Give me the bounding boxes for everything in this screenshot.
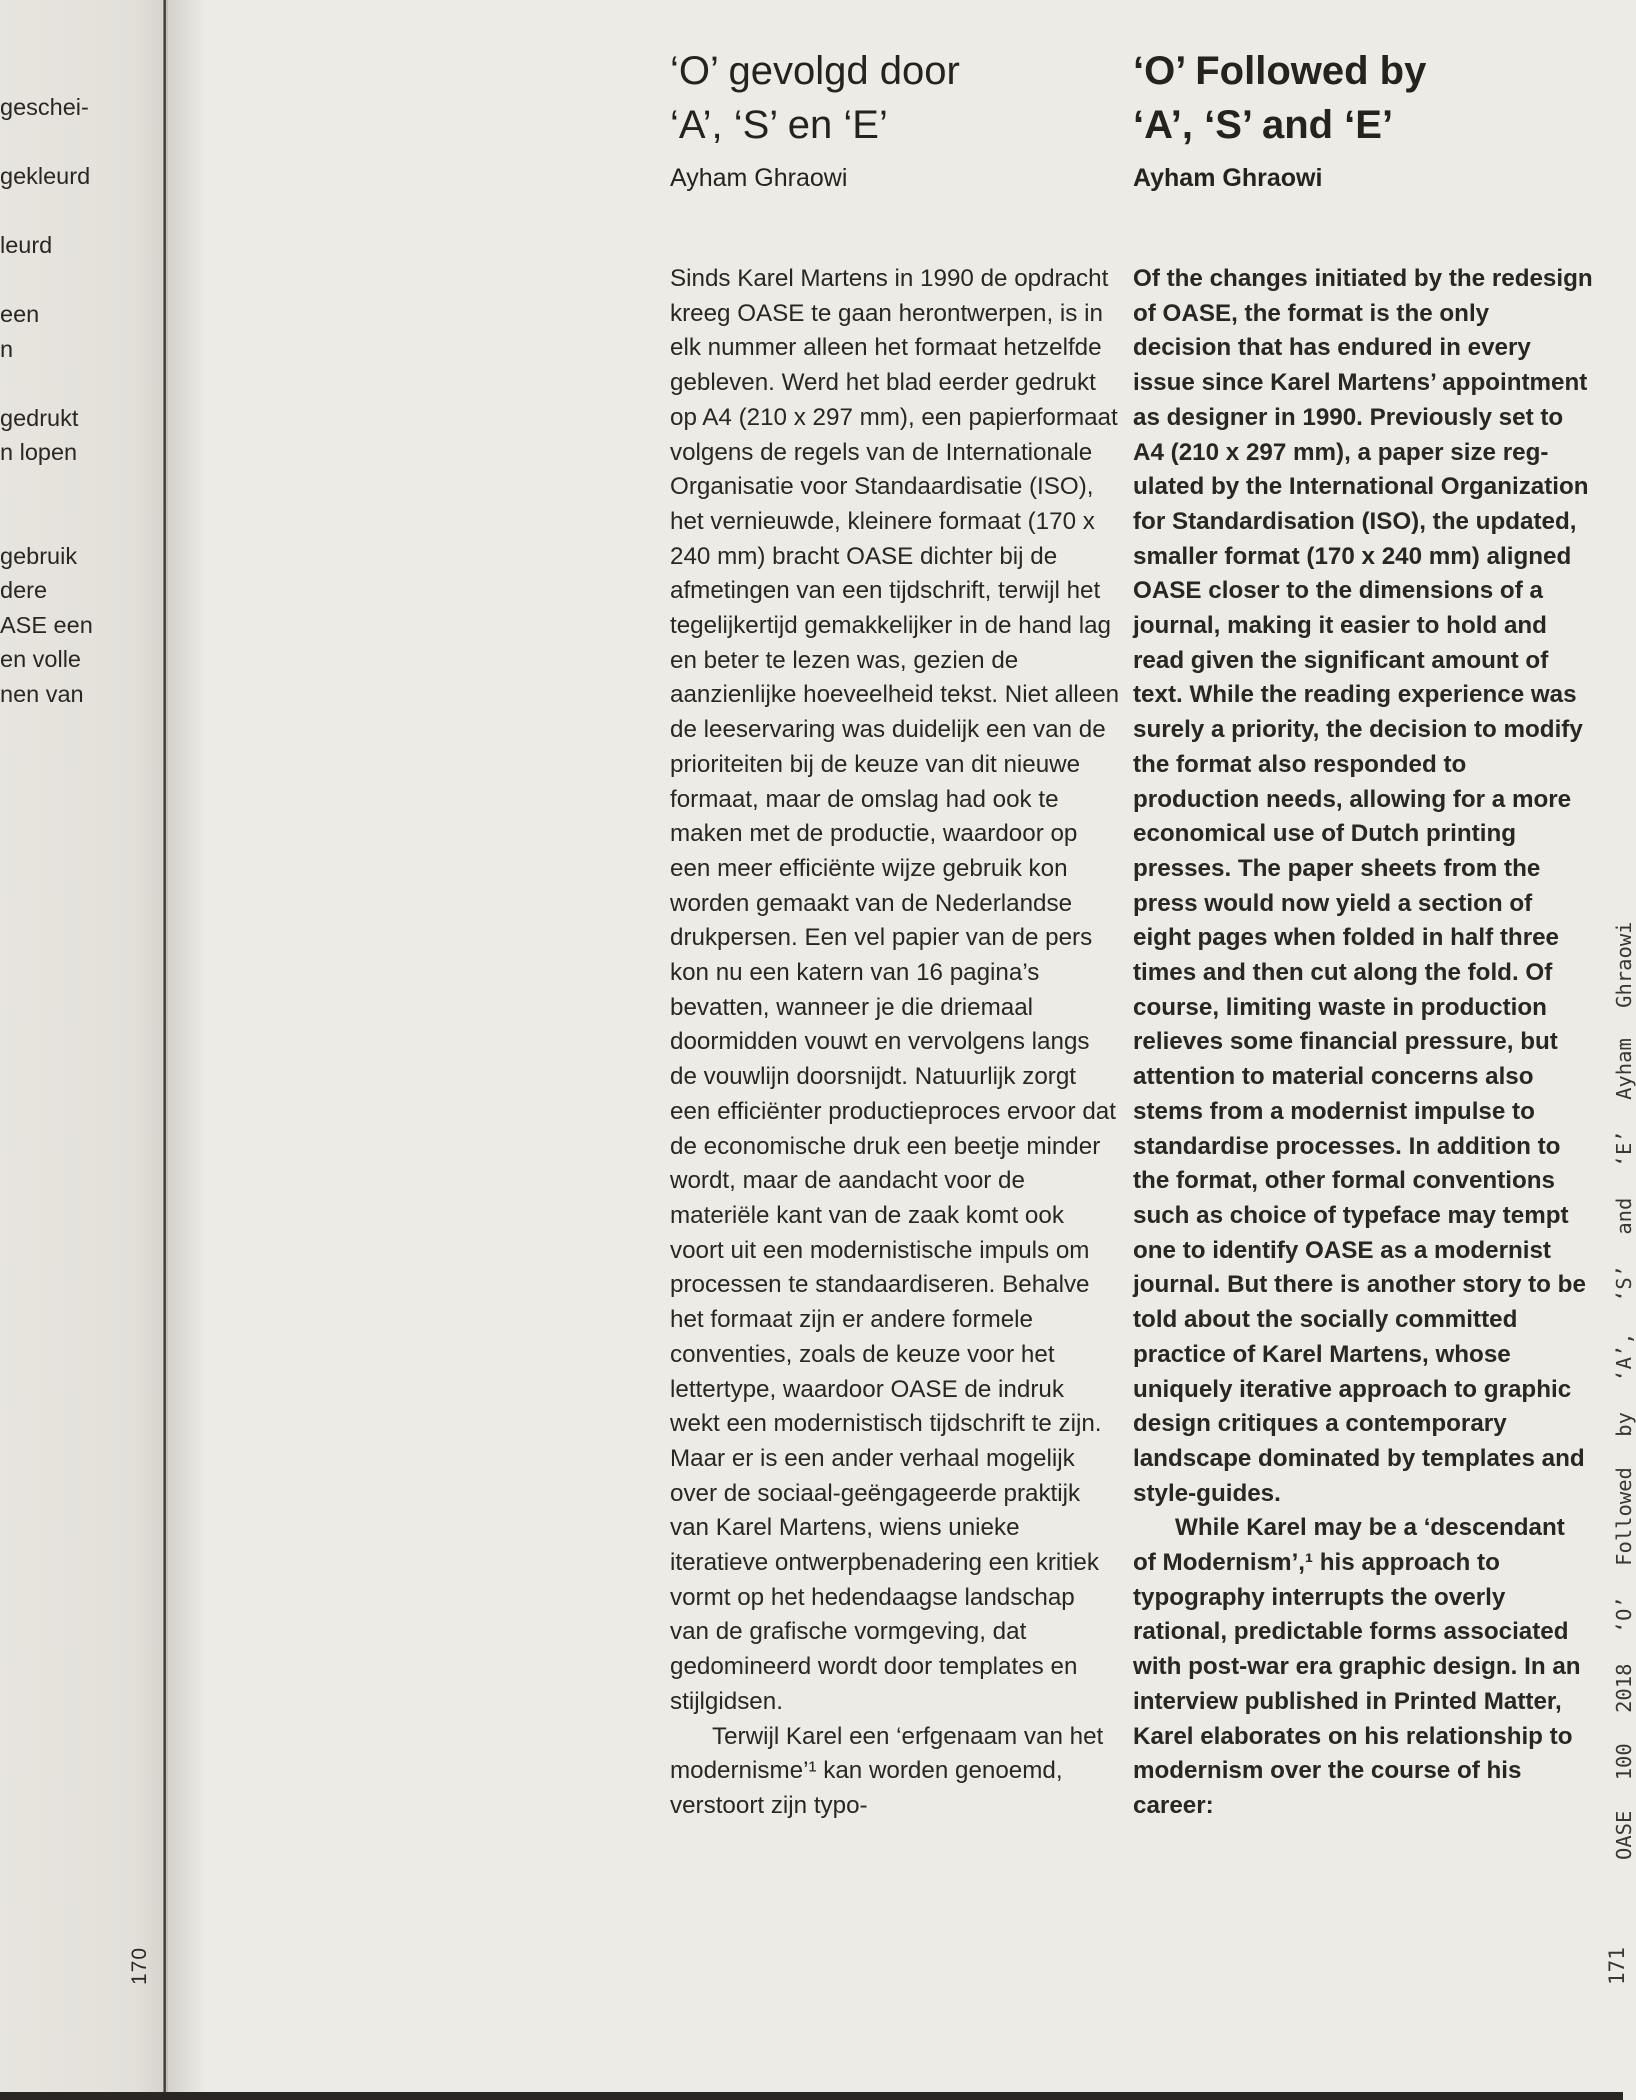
english-title [1133,44,1573,152]
fragment-line: geschei- [0,94,89,120]
fragment-line [0,194,150,229]
dutch-paragraph-2: Terwijl Karel een ‘erfgenaam van het modernisme’¹ kan worden genoemd, verstoort zijn typo- [670,1722,1104,1819]
dutch-title [670,44,1110,152]
right-page-number: 171 [1605,1947,1629,1985]
left-page-number: 170 [128,1946,151,1985]
fragment-line [0,504,150,539]
fragment-line: gekleurd [0,163,91,189]
english-paragraph-2: While Karel may be a ‘descendant of Modernism’,¹ his approach to typography interrupts the overly rational, predictable forms associated with post-war era graphic design. In an interview published in Printed Matter, Karel elaborates on his relationship to modernism over the course of his career: [1133,1514,1581,1819]
english-paragraph-1: Of the changes initiated by the redesign of OASE, the format is the only decision that has endured in every issue since Karel Martens’ appointment as designer in 1990. Previously set to A4 (210 x 297 mm), a paper size regulated by the International Organization for Standardisation (ISO), the updated, smaller format (170 x 240 mm) aligned OASE closer to the dimensions of a journal, making it easier to hold and read given the significant amount of text. While the reading experience was surely a priority, the decision to modify the format also responded to production needs, allowing for a more economical use of Dutch printing presses. The paper sheets from the press would now yield a section of eight pages when folded in half three times and then cut along the fold. Of course, limiting waste in production relieves some financial pressure, but attention to material concerns also stems from a modernist impulse to standardise processes. In addition to the format, other formal conventions such as choice of typeface may tempt one to identify OASE as a modernist journal. But there is another story to be told about the socially committed practice of Karel Martens, whose uniquely iterative approach to graphic design critiques a contemporary landscape dominated by templates and style-guides. [1133,265,1593,1507]
dutch-title-line-1: ‘O’ gevolgd door [670,49,960,93]
running-head: OASE 100 2018 ‘O’ Followed by ‘A’, ‘S’ and ‘E’ Ayham Ghraowi [1612,921,1636,1860]
left-page-edge [0,0,168,2100]
dutch-author: Ayham Ghraowi [670,164,848,192]
fragment-line: ASE een [0,611,93,638]
dutch-column [670,44,1120,1819]
english-title-line-2: ‘A’, ‘S’ and ‘E’ [1133,103,1394,147]
english-author: Ayham Ghraowi [1133,164,1323,192]
english-column [1133,44,1593,1819]
fragment-line: gebruik [0,542,78,569]
left-page-text-fragments [0,90,150,711]
fragment-line [0,263,150,298]
fragment-line: en volle [0,646,81,672]
fragment-line [0,125,150,160]
english-title-line-1: ‘O’ Followed by [1133,49,1427,93]
english-body [1133,262,1593,1824]
dutch-paragraph-1: Sinds Karel Martens in 1990 de opdracht kreeg OASE te gaan herontwerpen, is in elk nummer alleen het formaat hetzelfde gebleven. Werd het blad eerder gedrukt op A4 (210 x 297 mm), een papierformaat volgens de regels van de Internationale Organisatie voor Standaardisatie (ISO), het vernieuwde, kleinere formaat (170 x 240 mm) bracht OASE dichter bij de afmetingen van een tijdschrift, terwijl het tegelijkertijd gemakkelijker in de hand lag en beter te lezen was, gezien de aanzienlijke hoeveelheid tekst. Niet alleen de leeservaring was duidelijk een van de prioriteiten bij de keuze van dit nieuwe formaat, maar de omslag had ook te maken met de productie, waardoor op een meer efficiënte wijze gebruik kon worden gemaakt van de Nederlandse drukpersen. Een vel papier van de pers kon nu een katern van 16 pagina’s bevatten, wanneer je die driemaal doormidden vouwt en vervolgens langs de vouwlijn doorsnijdt. Natuurlijk zorgt een efficiënter productieproces ervoor dat de economische druk een beetje minder wordt, maar de aandacht voor de materiële kant van de zaak komt ook voort uit een modernistische impuls om processen te standaardiseren. Behalve het formaat zijn er andere formele conventies, zoals de keuze voor het lettertype, waardoor OASE de indruk wekt een modernistisch tijdschrift te zijn. Maar er is een ander verhaal mogelijk over de sociaal-geëngageerde praktijk van Karel Martens, wiens unieke iteratieve ontwerpbenadering een kritiek vormt op het hedendaagse landschap van de grafische vormgeving, dat gedomineerd wordt door templates en stijlgidsen. [670,265,1120,1715]
fragment-line: n [0,335,14,362]
fragment-line: een [0,301,40,327]
fragment-line: n lopen [0,439,78,465]
fragment-line: dere [0,577,48,603]
bottom-edge [0,2092,1623,2100]
gutter-shadow [166,0,206,2100]
fragment-line: nen van [0,680,84,707]
fragment-line: gedrukt [0,404,79,431]
dutch-title-line-2: ‘A’, ‘S’ en ‘E’ [670,103,888,147]
fragment-line: leurd [0,232,53,258]
dutch-body [670,262,1120,1824]
fragment-line [0,366,150,401]
fragment-line [0,470,150,505]
